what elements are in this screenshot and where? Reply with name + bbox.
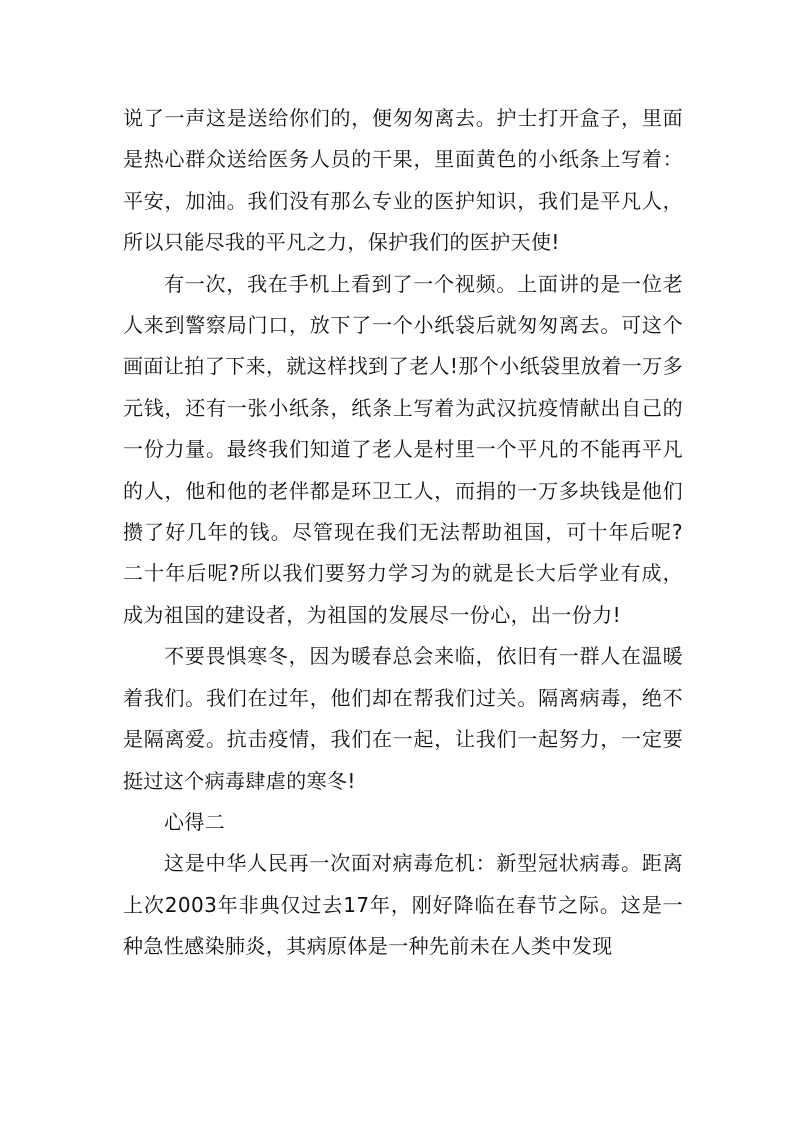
document-body (123, 98, 683, 968)
paragraph-winter: 不要畏惧寒冬，因为暖春总会来临，依旧有一群人在温暖着我们。我们在过年，他们却在帮我们过关。隔离病毒，绝不是隔离爱。抗击疫情，我们在一起，让我们一起努力，一定要挺过这个病毒肆虐的寒冬! (123, 644, 683, 793)
paragraph-video-story: 有一次，我在手机上看到了一个视频。上面讲的是一位老人来到警察局门口，放下了一个小纸袋后就匆匆离去。可这个画面让拍了下来，就这样找到了老人!那个小纸袋里放着一万多元钱，还有一张小纸条，纸条上写着为武汉抗疫情献出自己的一份力量。最终我们知道了老人是村里一个平凡的不能再平凡的人，他和他的老伴都是环卫工人，而捐的一万多块钱是他们攒了好几年的钱。尽管现在我们无法帮助祖国，可十年后呢?二十年后呢?所以我们要努力学习为的就是长大后学业有成，成为祖国的建设者，为祖国的发展尽一份心，出一份力! (123, 271, 683, 627)
paragraph-virus-crisis: 这是中华人民再一次面对病毒危机：新型冠状病毒。距离上次2003年非典仅过去17年，刚好降临在春节之际。这是一种急性感染肺炎，其病原体是一种先前未在人类中发现 (123, 851, 683, 959)
paragraph-continued: 说了一声这是送给你们的，便匆匆离去。护士打开盒子，里面是热心群众送给医务人员的干果，里面黄色的小纸条上写着：平安，加油。我们没有那么专业的医护知识，我们是平凡人，所以只能尽我的平凡之力，保护我们的医护天使! (123, 106, 683, 255)
section-heading-xinde-2: 心得二 (164, 809, 226, 834)
